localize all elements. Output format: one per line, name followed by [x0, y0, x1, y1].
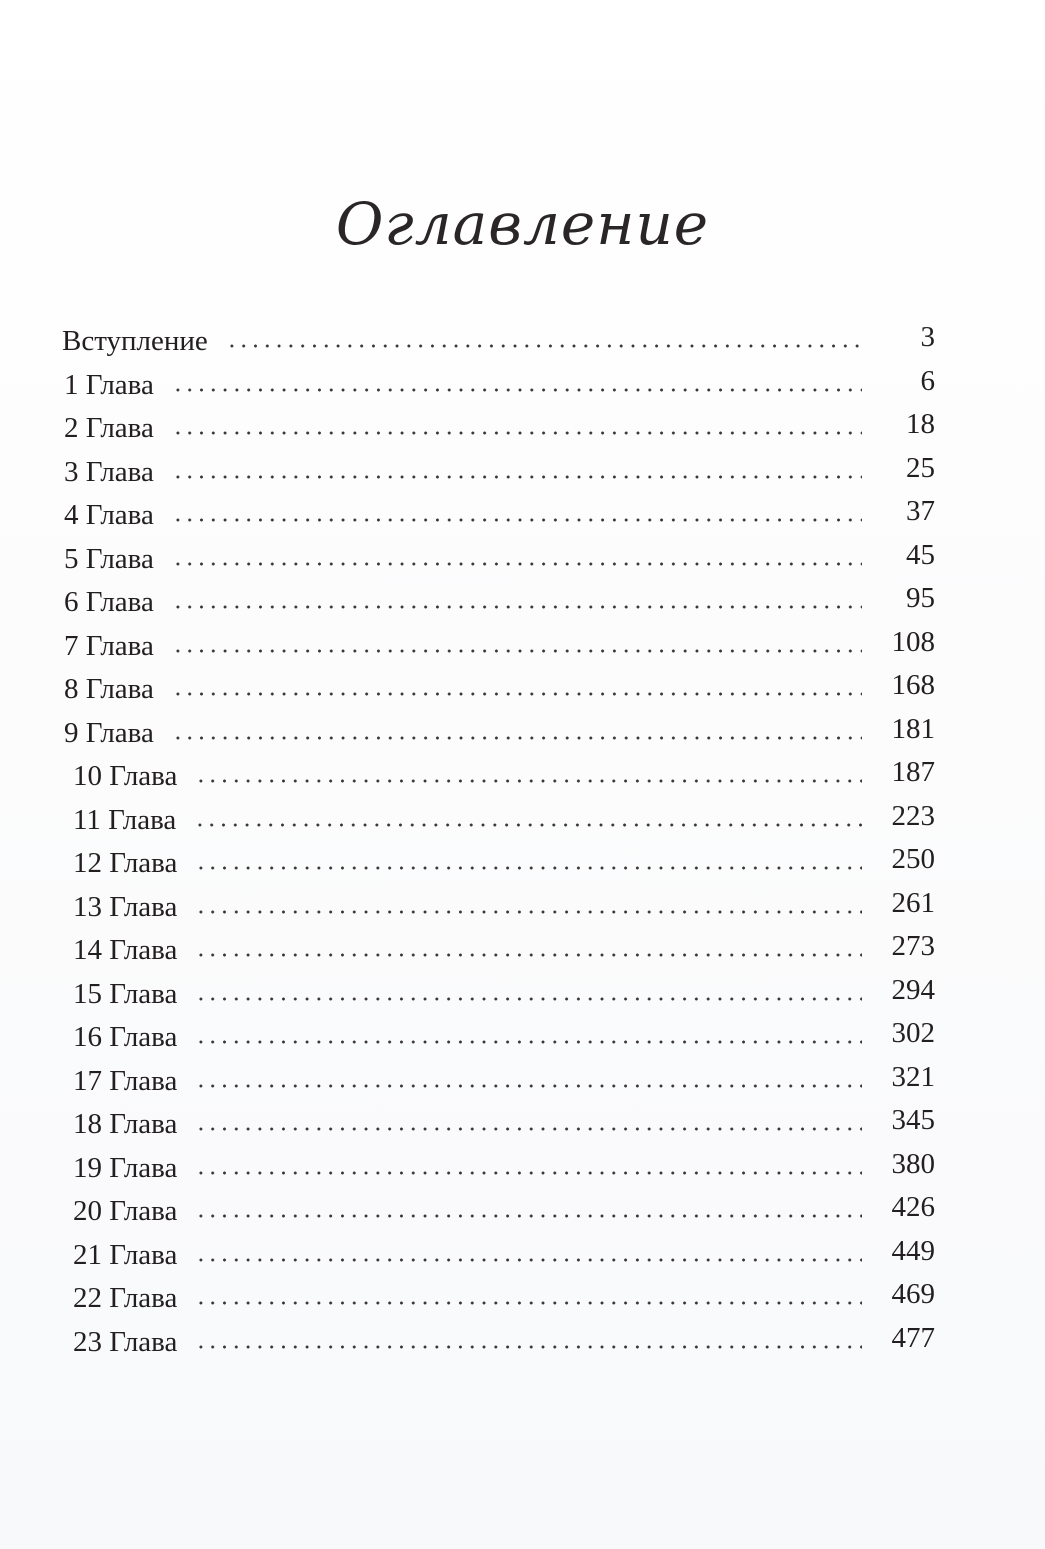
toc-entry-page-number: 477 [891, 1321, 935, 1354]
toc-dot-leader [226, 344, 862, 348]
toc-entry-page-number: 168 [891, 669, 935, 701]
toc-entry [0, 840, 1045, 884]
toc-entry [0, 579, 1045, 623]
toc-dot-leader [195, 1127, 862, 1131]
toc-entry-title: 10 Глава [73, 760, 178, 792]
toc-entry [0, 927, 1045, 971]
toc-entry-page-number: 261 [891, 886, 935, 919]
toc-entry-title: 17 Глава [73, 1064, 178, 1097]
toc-dot-leader [195, 910, 862, 914]
toc-entry [0, 536, 1045, 580]
toc-entry-page-number: 302 [891, 1017, 935, 1049]
toc-dot-leader [195, 1084, 862, 1088]
toc-entry [0, 971, 1045, 1015]
toc-dot-leader [172, 475, 862, 479]
toc-entry-title: 2 Глава [64, 412, 154, 444]
toc-entry-page-number: 469 [891, 1278, 935, 1310]
toc-entry-page-number: 3 [920, 321, 935, 353]
toc-entry-page-number: 108 [891, 625, 935, 658]
toc-dot-leader [172, 388, 862, 392]
toc-entry-title: 4 Глава [64, 499, 154, 531]
toc-entry-page-number: 6 [920, 364, 935, 397]
toc-entry-page-number: 273 [891, 930, 935, 962]
toc-entry-page-number: 37 [906, 495, 935, 527]
toc-dot-leader [195, 1345, 862, 1349]
toc-dot-leader [194, 823, 862, 827]
toc-entry-page-number: 449 [891, 1234, 935, 1267]
toc-entry-page-number: 45 [906, 538, 935, 571]
toc-entry [0, 405, 1045, 449]
toc-entry [0, 1188, 1045, 1232]
toc-entry-title: 8 Глава [64, 673, 154, 705]
toc-entry-page-number: 426 [891, 1191, 935, 1223]
toc-entry-title: 7 Глава [64, 629, 154, 662]
toc-entry [0, 1014, 1045, 1058]
toc-dot-leader [195, 1171, 862, 1175]
toc-entry [0, 1275, 1045, 1319]
toc-entry [0, 1101, 1045, 1145]
toc-entry-page-number: 95 [906, 582, 935, 614]
toc-entry-title: Вступление [62, 325, 208, 357]
toc-entry-title: 1 Глава [64, 368, 154, 401]
toc-entry-page-number: 294 [891, 973, 935, 1006]
toc-entry-title: 13 Глава [73, 890, 178, 923]
toc-dot-leader [195, 953, 862, 957]
toc-entry [0, 1319, 1045, 1363]
toc-entry [0, 884, 1045, 928]
toc-entry [0, 1232, 1045, 1276]
toc-entry [0, 753, 1045, 797]
toc-entry [0, 449, 1045, 493]
toc-entry-page-number: 250 [891, 843, 935, 875]
toc-entry [0, 666, 1045, 710]
toc-dot-leader [195, 1258, 862, 1262]
toc-dot-leader [195, 1214, 862, 1218]
toc-entry-title: 5 Глава [64, 542, 154, 575]
toc-entry-title: 12 Глава [73, 847, 178, 879]
toc-entry-title: 20 Глава [73, 1195, 178, 1227]
toc-dot-leader [195, 997, 862, 1001]
toc-entry-page-number: 380 [891, 1147, 935, 1180]
toc-entry [0, 318, 1045, 362]
toc-dot-leader [172, 605, 862, 609]
toc-dot-leader [195, 1040, 862, 1044]
toc-entry [0, 1058, 1045, 1102]
toc-entry-page-number: 181 [891, 712, 935, 745]
toc-dot-leader [172, 649, 862, 653]
toc-entry-title: 15 Глава [73, 977, 178, 1010]
toc-entry-title: 16 Глава [73, 1021, 178, 1053]
toc-dot-leader [195, 1301, 862, 1305]
toc-dot-leader [172, 562, 862, 566]
toc-entry-page-number: 25 [906, 451, 935, 484]
toc-entry [0, 492, 1045, 536]
toc-dot-leader [195, 779, 862, 783]
toc-entry-title: 18 Глава [73, 1108, 178, 1140]
toc-dot-leader [172, 736, 862, 740]
toc-entry-title: 23 Глава [73, 1325, 178, 1358]
toc-dot-leader [172, 692, 862, 696]
toc-entry [0, 1145, 1045, 1189]
toc-entry-title: 11 Глава [73, 803, 177, 836]
toc-entry-page-number: 18 [906, 408, 935, 440]
toc-entry [0, 797, 1045, 841]
toc-entry [0, 710, 1045, 754]
toc-entry [0, 362, 1045, 406]
toc-entry-title: 14 Глава [73, 934, 178, 966]
toc-entry [0, 623, 1045, 667]
table-of-contents [0, 318, 1045, 1378]
toc-entry-title: 19 Глава [73, 1151, 178, 1184]
page-title: Оглавление [335, 190, 710, 258]
toc-dot-leader [172, 431, 862, 435]
toc-dot-leader [172, 518, 862, 522]
toc-entry-page-number: 321 [891, 1060, 935, 1093]
toc-entry-page-number: 187 [891, 756, 935, 788]
toc-entry-title: 6 Глава [64, 586, 154, 618]
toc-entry-page-number: 345 [891, 1104, 935, 1136]
toc-entry-title: 21 Глава [73, 1238, 178, 1271]
toc-entry-title: 9 Глава [64, 716, 154, 749]
toc-dot-leader [195, 866, 862, 870]
toc-entry-page-number: 223 [891, 799, 935, 832]
toc-entry-title: 22 Глава [73, 1282, 178, 1314]
toc-entry-title: 3 Глава [64, 455, 154, 488]
